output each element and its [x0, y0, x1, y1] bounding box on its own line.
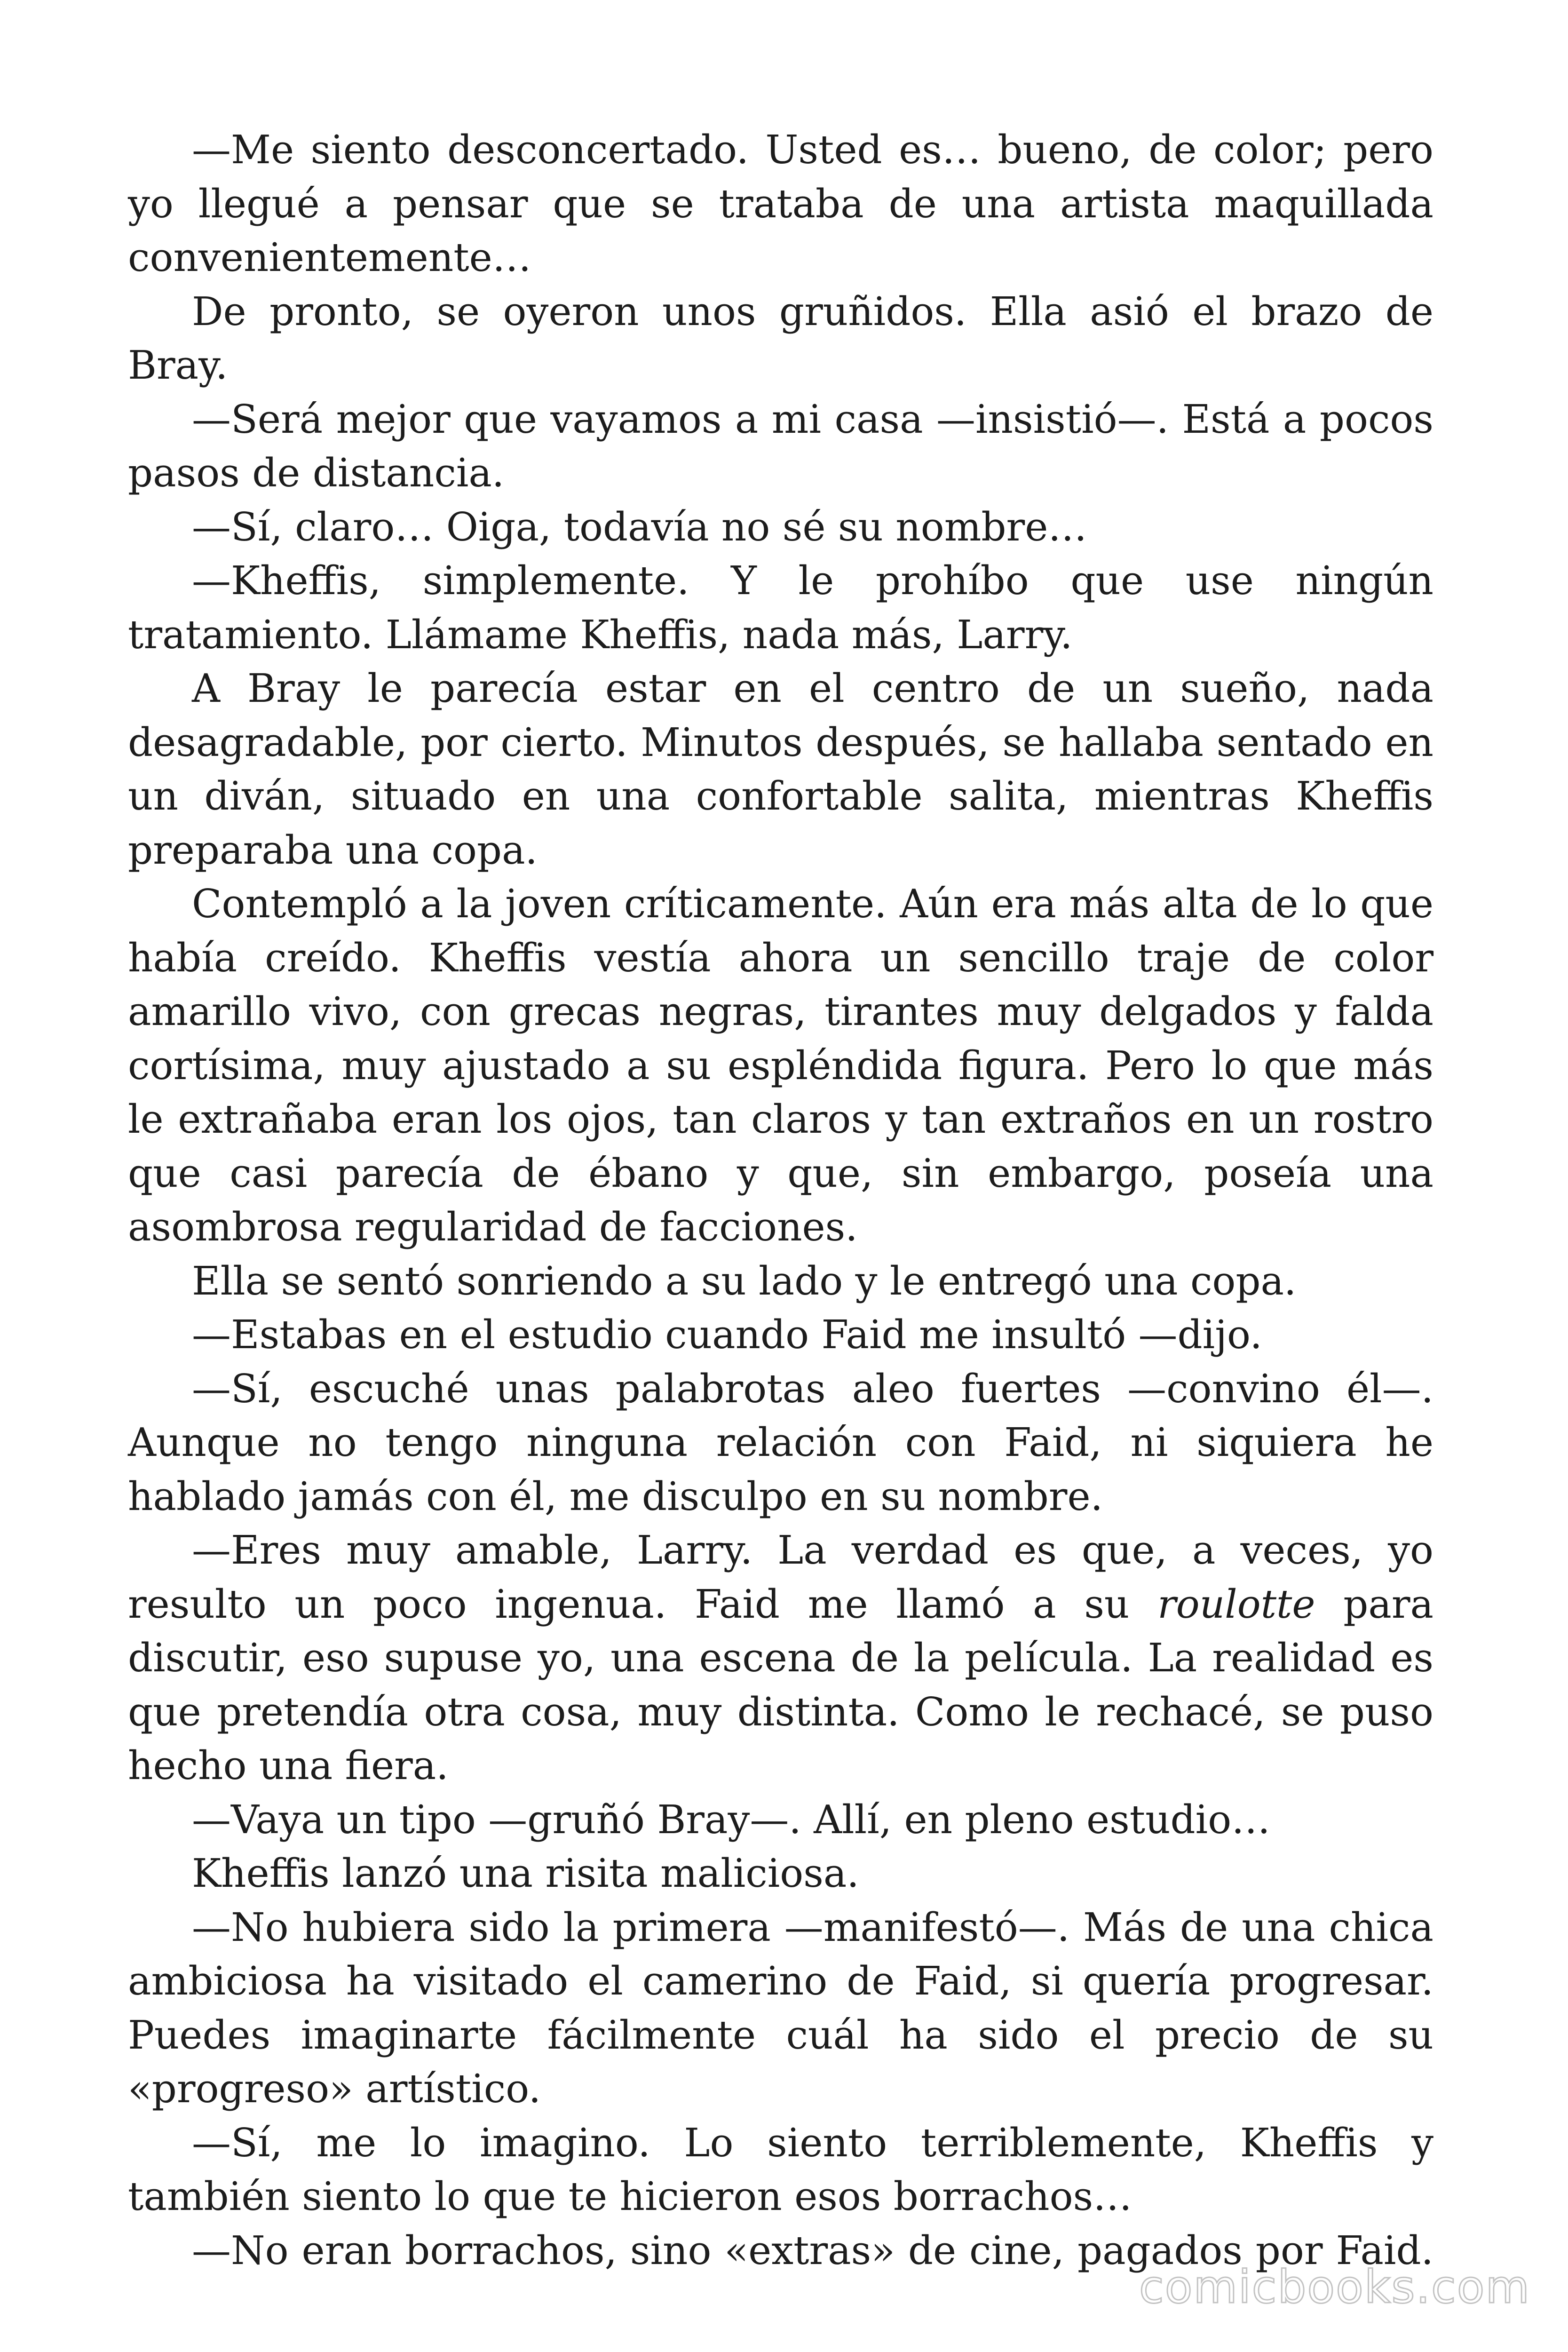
paragraph: A Bray le parecía estar en el centro de un sueño, nada desagradable, por cierto. Minutos después, se hallaba sentado en un diván, situado en una confortable salita, mientras Kheffis preparaba una copa.	[128, 666, 1433, 873]
paragraph: —Sí, escuché unas palabrotas aleo fuertes —convino él—. Aunque no tengo ninguna relación con Faid, ni siquiera he hablado jamás con él, me disculpo en su nombre.	[128, 1366, 1433, 1519]
paragraph-text: para discutir, eso supuse yo, una escena de la película. La realidad es que pretendía otra cosa, muy distinta. Como le rechacé, se puso hecho una fiera.	[128, 1581, 1433, 1788]
paragraph: —Sí, claro… Oiga, todavía no sé su nombre…	[192, 504, 1087, 550]
paragraph: —No hubiera sido la primera —manifestó—. Más de una chica ambiciosa ha visitado el camerino de Faid, si quería progresar. Puedes imaginarte fácilmente cuál ha sido el precio de su «progreso» artístico.	[128, 1904, 1433, 2112]
paragraph: —Vaya un tipo —gruñó Bray—. Allí, en pleno estudio…	[192, 1796, 1271, 1843]
paragraph: —Sí, me lo imagino. Lo siento terriblemente, Kheffis y también siento lo que te hicieron esos borrachos…	[128, 2120, 1433, 2219]
body-text	[128, 123, 1433, 2278]
site-watermark: comicbooks.com	[1139, 2261, 1530, 2313]
paragraph-continued: —No eran borrachos, sino «extras» de cine, pagados por Faid.	[192, 2227, 1433, 2273]
paragraph: Kheffis lanzó una risita maliciosa.	[192, 1851, 859, 1896]
paragraph: —Será mejor que vayamos a mi casa —insistió—. Está a pocos pasos de distancia.	[128, 396, 1433, 496]
paragraph-text: —Eres muy amable, Larry. La verdad es que, a veces, yo resulto un poco ingenua. Faid me llamó a su	[128, 1527, 1433, 1627]
paragraph: De pronto, se oyeron unos gruñidos. Ella asió el brazo de Bray.	[128, 288, 1433, 388]
italic-term: roulotte	[1157, 1581, 1315, 1627]
paragraph: —Me siento desconcertado. Usted es… bueno, de color; pero yo llegué a pensar que se trataba de una artista maquillada convenientemente…	[128, 127, 1433, 280]
paragraph: Ella se sentó sonriendo a su lado y le entregó una copa.	[192, 1258, 1297, 1304]
paragraph: Contempló a la joven críticamente. Aún era más alta de lo que había creído. Kheffis vestía ahora un sencillo traje de color amarillo vivo, con grecas negras, tirantes muy delgados y falda cortísima, muy ajustado a su espléndida figura. Pero lo que más le extrañaba eran los ojos, tan claros y tan extraños en un rostro que casi parecía de ébano y que, sin embargo, poseía una asombrosa regularidad de facciones.	[128, 881, 1433, 1250]
paragraph: —Estabas en el estudio cuando Faid me insultó —dijo.	[192, 1312, 1262, 1358]
paragraph	[128, 1524, 1433, 1793]
paragraph: —Kheffis, simplemente. Y le prohíbo que use ningún tratamiento. Llámame Kheffis, nada más, Larry.	[128, 558, 1433, 658]
